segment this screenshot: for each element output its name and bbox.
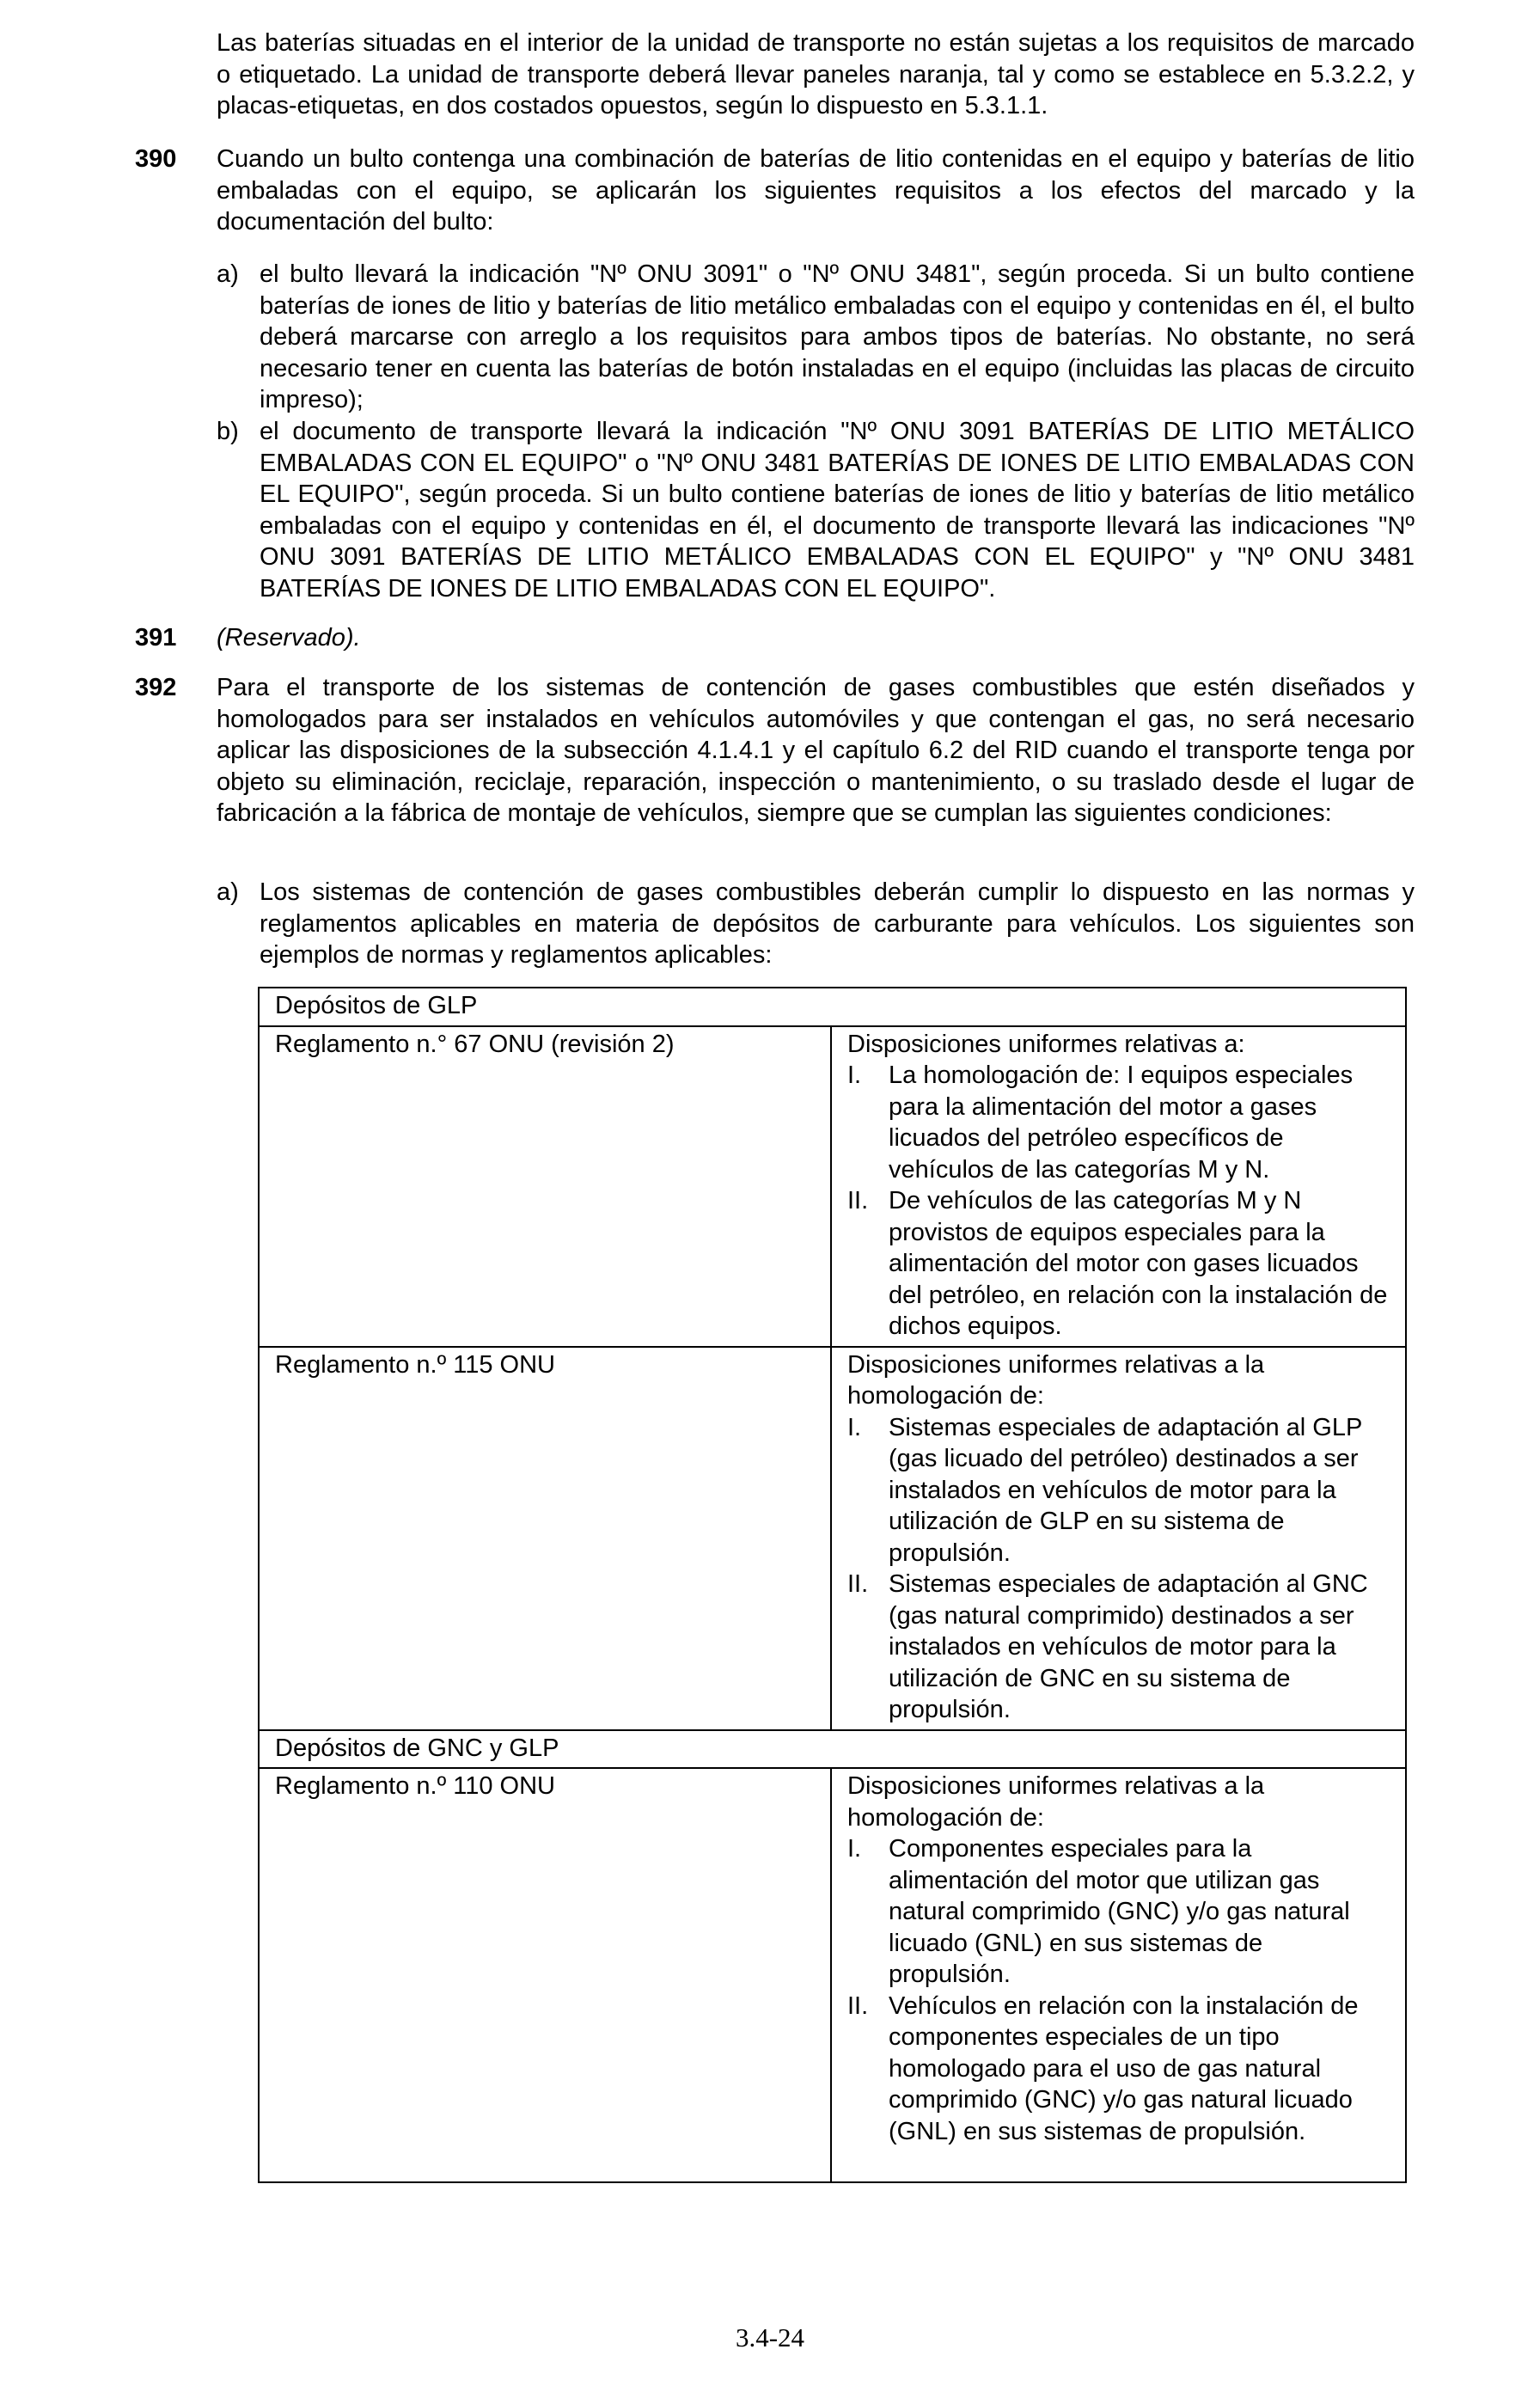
regulation-115-cell: Reglamento n.º 115 ONU: [259, 1347, 831, 1730]
intro-paragraph: Las baterías situadas en el interior de la unidad de transporte no están sujetas a los requisitos de marcado o etiquetado. La unidad de transporte deberá llevar paneles naranja, tal y como se establece en 5.3.2.2, y placas-etiquetas, en dos costados opuestos, según lo dispuesto en 5.3.1.1.: [217, 29, 1415, 119]
rule-392-text: Para el transporte de los sistemas de contención de gases combustibles que estén diseñados y homologados para ser instalados en vehículos automóviles y que contengan el gas, no será necesario aplicar las disposiciones de la subsección 4.1.4.1 y el capítulo 6.2 del RID cuando el transporte tenga por objeto su eliminación, reciclaje, reparación, inspección o mantenimiento, o su traslado desde el lugar de fabricación a la fábrica de montaje de vehículos, siempre que se cumplan las siguientes condiciones:: [217, 674, 1415, 827]
rule-392-number: 392: [135, 674, 177, 701]
provisions-list: [847, 1060, 1390, 1343]
provisions-115-cell: [831, 1347, 1406, 1730]
table-section-row: [259, 988, 1406, 1026]
list-item: II. De vehículos de las categorías M y N provistos de equipos especiales para la alimentación del motor con gases licuados del petróleo, en relación con la instalación de dichos equipos.: [847, 1187, 1388, 1340]
table-row: [259, 1768, 1406, 2182]
provisions-intro: Disposiciones uniformes relativas a la homologación de:: [847, 1350, 1265, 1410]
provisions-list: [847, 1412, 1390, 1726]
regulations-table: [258, 987, 1407, 2183]
list-item: I. Sistemas especiales de adaptación al GLP (gas licuado del petróleo) destinados a ser instalados en vehículos de motor para la utilización de GLP en su sistema de propulsión.: [847, 1413, 1362, 1567]
rule-392-item-a: [217, 877, 1415, 971]
rule-391-number: 391: [135, 624, 177, 652]
provisions-intro: Disposiciones uniformes relativas a la homologación de:: [847, 1772, 1265, 1832]
table-section-row: [259, 1730, 1406, 1769]
rule-390-text: Cuando un bulto contenga una combinación de baterías de litio contenidas en el equipo y baterías de litio embaladas con el equipo, se aplicarán los siguientes requisitos a los efectos del marcado y la documentación del bulto:: [217, 145, 1415, 236]
rule-390-item-a: [217, 259, 1415, 416]
rule-390-number: 390: [135, 145, 177, 173]
rule-390-item-b: [217, 416, 1415, 604]
regulation-67-cell: Reglamento n.° 67 ONU (revisión 2): [259, 1026, 831, 1347]
table-section-gnc-glp: Depósitos de GNC y GLP: [259, 1730, 1406, 1769]
rule-390-item-b-text: el documento de transporte llevará la indicación "Nº ONU 3091 BATERÍAS DE LITIO METÁLICO EMBALADAS CON EL EQUIPO" o "Nº ONU 3481 BATERÍAS DE IONES DE LITIO EMBALADAS CON EL EQUIPO", según proceda. Si un bulto contiene baterías de iones de litio y baterías de litio metálico embaladas con el equipo y contenidas en él, el documento de transporte llevará las indicaciones "Nº ONU 3091 BATERÍAS DE LITIO METÁLICO EMBALADAS CON EL EQUIPO" y "Nº ONU 3481 BATERÍAS DE IONES DE LITIO EMBALADAS CON EL EQUIPO".: [260, 418, 1415, 603]
page-number: 3.4-24: [735, 2322, 805, 2352]
provisions-list: [847, 1833, 1390, 2147]
list-item: I. La homologación de: I equipos especiales para la alimentación del motor a gases licuados del petróleo específicos de vehículos de las categorías M y N.: [847, 1061, 1354, 1184]
list-item: II. Vehículos en relación con la instalación de componentes especiales de un tipo homologado para el uso de gas natural comprimido (GNC) y/o gas natural licuado (GNL) en sus sistemas de propulsión.: [847, 1991, 1359, 2145]
rule-390-item-a-text: el bulto llevará la indicación "Nº ONU 3091" o "Nº ONU 3481", según proceda. Si un bulto contiene baterías de iones de litio y baterías de litio metálico embaladas con el equipo y contenidas en él, el bulto deberá marcarse con arreglo a los requisitos para ambos tipos de baterías. No obstante, no será necesario tener en cuenta las baterías de botón instaladas en el equipo (incluidas las placas de circuito impreso);: [260, 260, 1415, 413]
table-row: [259, 1026, 1406, 1347]
list-item: II. Sistemas especiales de adaptación al GNC (gas natural comprimido) destinados a ser instalados en vehículos de motor para la utilización de GNC en su sistema de propulsión.: [847, 1570, 1368, 1723]
provisions-67-cell: [831, 1026, 1406, 1347]
table-section-glp: Depósitos de GLP: [259, 988, 1406, 1026]
regulation-110-cell: Reglamento n.º 110 ONU: [259, 1768, 831, 2182]
rule-390-item-b-label: b): [217, 418, 239, 445]
rule-392-item-a-label: a): [217, 878, 239, 906]
rule-391-text: (Reservado).: [217, 624, 361, 652]
list-item: I. Componentes especiales para la alimentación del motor que utilizan gas natural comprimido (GNC) y/o gas natural licuado (GNL) en sus sistemas de propulsión.: [847, 1835, 1350, 1988]
provisions-110-cell: [831, 1768, 1406, 2182]
rule-390-item-a-label: a): [217, 260, 239, 288]
provisions-intro: Disposiciones uniformes relativas a:: [847, 1030, 1245, 1058]
rule-392-item-a-text: Los sistemas de contención de gases combustibles deberán cumplir lo dispuesto en las normas y reglamentos aplicables en materia de depósitos de carburante para vehículos. Los siguientes son ejemplos de normas y reglamentos aplicables:: [260, 878, 1415, 969]
table-row: [259, 1347, 1406, 1730]
